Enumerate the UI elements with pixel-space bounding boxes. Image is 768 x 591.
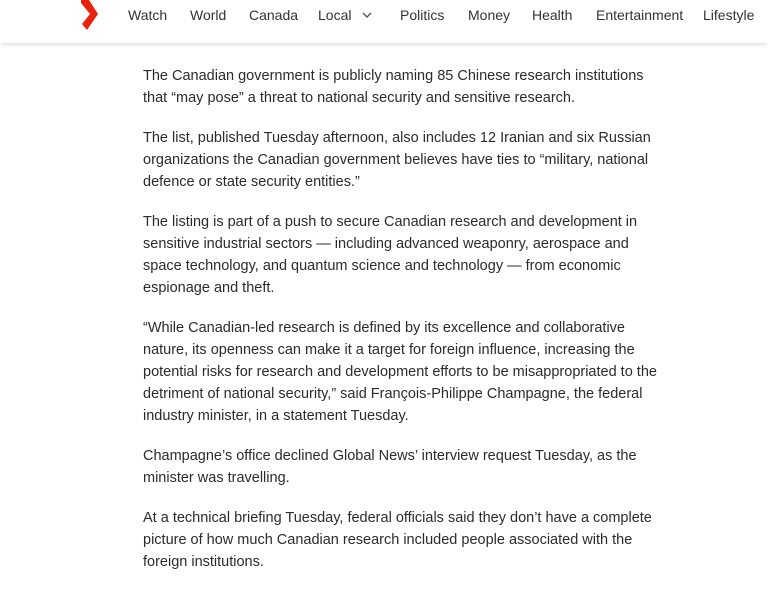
article-paragraph: The list, published Tuesday afternoon, also includes 12 Iranian and six Russian organizations the Canadian government believes have ties to “military, national defence or state security entities.” [143,130,651,190]
top-navigation-bar [0,0,768,43]
nav-item-lifestyle[interactable]: Lifestyle [703,7,755,23]
article-paragraph: The Canadian government is publicly naming 85 Chinese research institutions that “may pose” a threat to national security and sensitive research. [143,68,644,106]
global-news-logo-icon[interactable] [78,0,98,30]
nav-item-local[interactable]: Local [318,7,352,23]
article-paragraph: At a technical briefing Tuesday, federal officials said they don’t have a complete picture of how much Canadian research included people associated with the foreign institutions. [143,510,652,570]
nav-item-canada[interactable]: Canada [249,7,299,23]
article-paragraph: Champagne’s office declined Global News’ interview request Tuesday, as the minister was travelling. [143,448,637,486]
chevron-down-icon[interactable] [362,11,372,19]
article-paragraph: The listing is part of a push to secure Canadian research and development in sensitive industrial sectors — including advanced weaponry, aerospace and space technology, and quantum science and technology — from economic espionage and theft. [143,214,638,296]
nav-item-watch[interactable]: Watch [128,7,168,23]
nav-item-health[interactable]: Health [532,7,573,23]
nav-item-world[interactable]: World [190,7,227,23]
nav-item-money[interactable]: Money [468,7,511,23]
article-body [143,65,663,591]
nav-item-politics[interactable]: Politics [400,7,445,23]
article-paragraph: “While Canadian-led research is defined by its excellence and collaborative nature, its openness can make it a target for foreign influence, increasing the potential risks for research and development efforts to be misappropriated to the detriment of national security,” said François-Philippe Champagne, the federal industry minister, in a statement Tuesday. [143,320,657,424]
nav-item-entertainment[interactable]: Entertainment [596,7,684,23]
